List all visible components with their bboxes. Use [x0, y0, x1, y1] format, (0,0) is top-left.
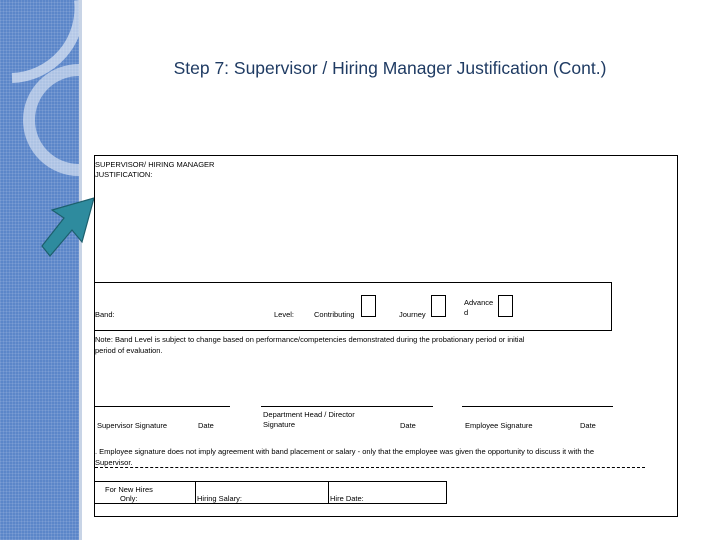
level-journey-label: Journey [399, 310, 426, 319]
decorative-ring [29, 70, 79, 170]
level-advanced-label: Advance [464, 298, 494, 307]
supervisor-signature-label: Supervisor Signature [97, 421, 168, 430]
new-hires-bottom-border [95, 503, 447, 504]
new-hires-divider [195, 481, 196, 504]
dept-head-signature-label-cont: Signature [263, 420, 296, 429]
justification-label-cont: JUSTIFICATION: [95, 170, 153, 179]
band-row-bottom-border [95, 330, 612, 331]
dept-head-signature-line[interactable] [261, 406, 433, 407]
justification-label: SUPERVISOR/ HIRING MANAGER [95, 160, 215, 169]
supervisor-date-label: Date [198, 421, 214, 430]
level-contributing-checkbox[interactable] [361, 295, 376, 317]
signature-disclaimer-cont: Supervisor. [95, 458, 133, 467]
level-label: Level: [274, 310, 295, 319]
dashed-separator [95, 467, 645, 468]
employee-date-label: Date [580, 421, 596, 430]
signature-disclaimer: . Employee signature does not imply agreement with band placement or salary - only that the employee was given the opportunity to discuss it with the [95, 447, 595, 456]
supervisor-signature-line[interactable] [95, 406, 230, 407]
hire-date-label: Hire Date: [330, 494, 364, 503]
justification-text-area[interactable] [98, 182, 673, 280]
dept-head-signature-label: Department Head / Director [263, 410, 355, 419]
employee-signature-label: Employee Signature [465, 421, 533, 430]
band-note: Note: Band Level is subject to change based on performance/competencies demonstrated during the probationary period or initial [95, 335, 525, 344]
pointer-arrow-icon [36, 190, 102, 270]
hiring-salary-label: Hiring Salary: [197, 494, 243, 503]
level-advanced-checkbox[interactable] [498, 295, 513, 317]
level-advanced-label-cont: d [464, 308, 469, 317]
dept-head-date-label: Date [400, 421, 416, 430]
hiring-salary-divider [328, 481, 329, 504]
new-hires-top-border [95, 481, 447, 482]
level-contributing-label: Contributing [314, 310, 355, 319]
new-hires-right-border [446, 481, 447, 504]
new-hires-label: For New Hires [105, 485, 153, 494]
level-journey-checkbox[interactable] [431, 295, 446, 317]
band-note-cont: period of evaluation. [95, 346, 163, 355]
justification-form [94, 155, 678, 517]
slide-title: Step 7: Supervisor / Hiring Manager Justification (Cont.) [173, 58, 607, 78]
band-row-right-border [611, 282, 612, 331]
decorative-circles [0, 0, 79, 540]
band-row-top-border [95, 282, 612, 283]
band-label: Band: [95, 310, 115, 319]
new-hires-label-cont: Only: [120, 494, 138, 503]
sidebar-decoration [0, 0, 79, 540]
sidebar-shadow [79, 0, 82, 540]
employee-signature-line[interactable] [462, 406, 613, 407]
